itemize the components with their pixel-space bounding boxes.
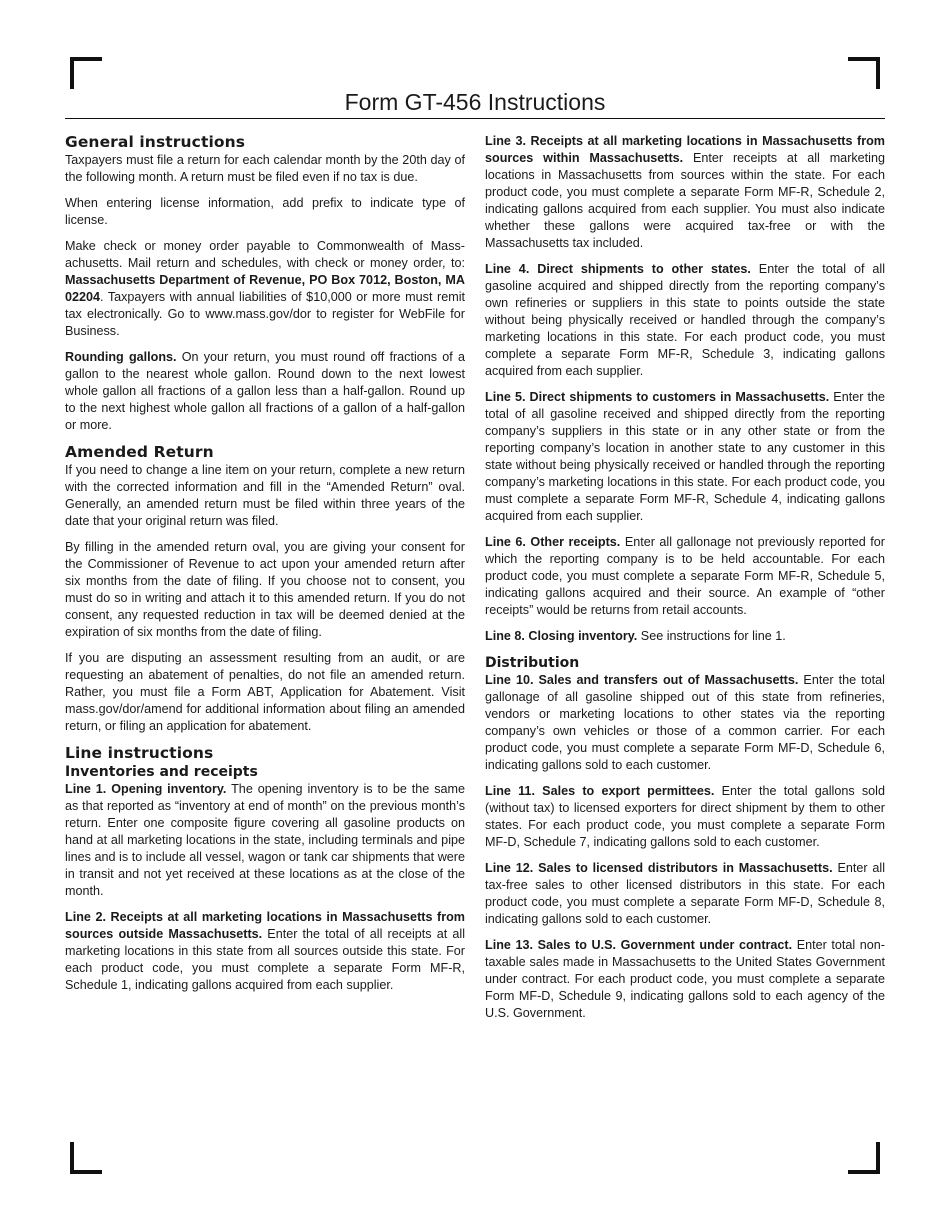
crop-mark-bottom-left bbox=[70, 1142, 102, 1174]
line-10-label: Line 10. Sales and transfers out of Massachusetts. bbox=[485, 673, 799, 687]
amended-paragraph-1: If you need to change a line item on your return, complete a new return with the corrected information and fill in the “Amended Return” oval. Generally, an amended return must be filed within three years of the date that your original return was filed. bbox=[65, 463, 465, 528]
line-6-text: Enter all gallonage not previously reported for which the reporting company is to be held accountable. For each product code, you must complete a separate Form MF-R, Schedule 5, indicating gallons acquired and their source. An example of “other receipts” would be returns from retail accounts. bbox=[485, 535, 886, 617]
line-11-text: Enter the total gallons sold (without tax) to licensed exporters for direct shipment by them to other states. For each product code, you must complete a separate Form MF-D, Schedule 7, indicating gallons sold to each customer. bbox=[485, 784, 885, 849]
amended-paragraph-2: By filling in the amended return oval, you are giving your consent for the Commissioner of Revenue to act upon your amended return after six months from the date of filing. If you choose not to consent, you must do so in writing and attach it to this amended return. If you do not consent, any requested reduction in tax will be deemed denied at the expiration of six months from the date of filing. bbox=[65, 540, 465, 639]
line-5-text: Enter the total of all gasoline received and shipped directly from the reporting company’s suppliers in this state or in any other state or from the reporting company’s location in another state to any customer in this state without being physically received or handled through the reporting company’s marketing locations in this state. For each product code, you must complete a separate Form MF-R, Schedule 4, indicating gallons acquired from each supplier. bbox=[485, 390, 885, 523]
line-11-label: Line 11. Sales to export permittees. bbox=[485, 784, 715, 798]
line-2-text: Enter the total of all receipts at all marketing locations in this state from all sources outside this state. For each product code, you must complete a separate Form MF-R, Schedule 1, indicating gallons acquired from each supplier. bbox=[65, 927, 465, 992]
crop-mark-top-right bbox=[848, 57, 880, 89]
line-1-text: The opening inventory is to be the same as that reported as “inventory at end of month” on the previous month’s return. Enter one composite figure covering all gasoline products on hand at all marketing locations in the state, including terminals and pipe lines and is to include all vessel, wagon or tank car shipments that were in transit and not yet received at these locations as at the close of the month. bbox=[65, 782, 465, 898]
line-10-paragraph bbox=[485, 672, 885, 774]
line-13-paragraph bbox=[485, 937, 885, 1022]
line-5-paragraph bbox=[485, 389, 885, 525]
amended-paragraph-3: If you are disputing an assessment resulting from an audit, or are requesting an abatement of penalties, do not file an amended return. Rather, you must file a Form ABT, Application for Abatement. Visit mass.gov/dor/amend for additional information about filing an amended return, or filing an application for abatement. bbox=[65, 651, 465, 733]
left-column bbox=[65, 133, 465, 1003]
line-10-text: Enter the total gallonage of all gasoline shipped out of this state from refineries, vendors or marketing locations to other states via the reporting company’s own vehicles or those of a common carrier. For each product code, you must complete a separate Form MF-D, Schedule 6, indicating gallons sold to each customer. bbox=[485, 673, 885, 772]
line-4-text: Enter the total of all gasoline acquired and shipped directly from the reporting company’s own refineries or suppliers in this state to points outside the state without being physically received or handled through the company’s marketing locations in this state. For each product code, you must complete a separate Form MF-R, Schedule 3, indicating gallons acquired from each supplier. bbox=[485, 262, 885, 378]
general-p3-end: . Taxpayers with annual liabilities of $10,000 or more must remit tax electronically. Go to www.mass.gov/dor to register for WebFile for Business. bbox=[65, 290, 465, 338]
line-13-text: Enter total non-taxable sales made in Massachusetts to the United States Government under contract. For each product code, you must complete a separate Form MF-D, Schedule 9, indicating gallons sold to each agency of the U.S. Government. bbox=[485, 938, 886, 1020]
page-title: Form GT-456 Instructions bbox=[344, 89, 606, 115]
line-8-label: Line 8. Closing inventory. bbox=[485, 629, 638, 643]
line-4-paragraph bbox=[485, 261, 885, 380]
line-4-label: Line 4. Direct shipments to other states. bbox=[485, 262, 751, 276]
line-6-label: Line 6. Other receipts. bbox=[485, 535, 621, 549]
line-instructions-heading: Line instructions bbox=[65, 744, 214, 762]
line-1-label: Line 1. Opening inventory. bbox=[65, 782, 227, 796]
crop-mark-bottom-right bbox=[848, 1142, 880, 1174]
line-12-paragraph bbox=[485, 860, 885, 928]
general-paragraph-3 bbox=[65, 238, 465, 340]
inventories-heading: Inventories and receipts bbox=[65, 764, 258, 780]
general-paragraph-1: Taxpayers must file a return for each calendar month by the 20th day of the following month. A return must be filed even if no tax is due. bbox=[65, 153, 465, 184]
line-11-paragraph bbox=[485, 783, 885, 851]
rounding-label: Rounding gallons. bbox=[65, 350, 177, 364]
line-3-paragraph bbox=[485, 133, 885, 252]
general-p3-start: Make check or money order payable to Commonwealth of Massachusetts. Mail return and schedules, with check or money order, to: bbox=[65, 239, 465, 270]
line-1-paragraph bbox=[65, 781, 465, 900]
line-13-label: Line 13. Sales to U.S. Government under contract. bbox=[485, 938, 793, 952]
general-paragraph-2: When entering license information, add prefix to indicate type of license. bbox=[65, 196, 465, 227]
amended-return-heading: Amended Return bbox=[65, 443, 214, 461]
rounding-text: On your return, you must round off fractions of a gallon to the nearest whole gallon. Round down to the next lowest whole gallon all fractions of a gallon less than a half-gallon. Round up to the next highest whole gallon all fractions of a gallon of a half-gallon or more. bbox=[65, 350, 465, 432]
line-12-label: Line 12. Sales to licensed distributors in Massachusetts. bbox=[485, 861, 833, 875]
line-8-text: See instructions for line 1. bbox=[637, 629, 786, 643]
line-2-paragraph bbox=[65, 909, 465, 994]
line-2-label: Line 2. Receipts at all marketing locations in Massachusetts from sources outside Massachusetts. bbox=[65, 910, 465, 941]
line-3-text: Enter receipts at all marketing locations in Massachusetts from sources within the state. For each product code, you must complete a separate Form MF-R, Schedule 2, indicating gallons acquired from each supplier. You must also indicate whether these gallons were acquired tax-free or with the Massachusetts tax included. bbox=[485, 151, 885, 250]
general-instructions-heading: General instructions bbox=[65, 133, 246, 151]
line-8-paragraph bbox=[485, 628, 885, 645]
line-5-label: Line 5. Direct shipments to customers in Massachusetts. bbox=[485, 390, 830, 404]
mailing-address: Massachusetts Department of Revenue, PO Box 7012, Boston, MA 02204 bbox=[65, 273, 465, 304]
rounding-paragraph bbox=[65, 349, 465, 434]
distribution-heading: Distribution bbox=[485, 655, 580, 671]
right-column bbox=[485, 133, 885, 1031]
line-3-label: Line 3. Receipts at all marketing locations in Massachusetts from sources within Massachusetts. bbox=[485, 134, 885, 165]
title-rule bbox=[65, 118, 885, 119]
line-6-paragraph bbox=[485, 534, 885, 619]
line-12-text: Enter all tax-free sales to other licensed distributors in this state. For each product code, you must complete a separate Form MF-D, Schedule 8, indicating gallons sold to each customer. bbox=[485, 861, 885, 926]
crop-mark-top-left bbox=[70, 57, 102, 89]
